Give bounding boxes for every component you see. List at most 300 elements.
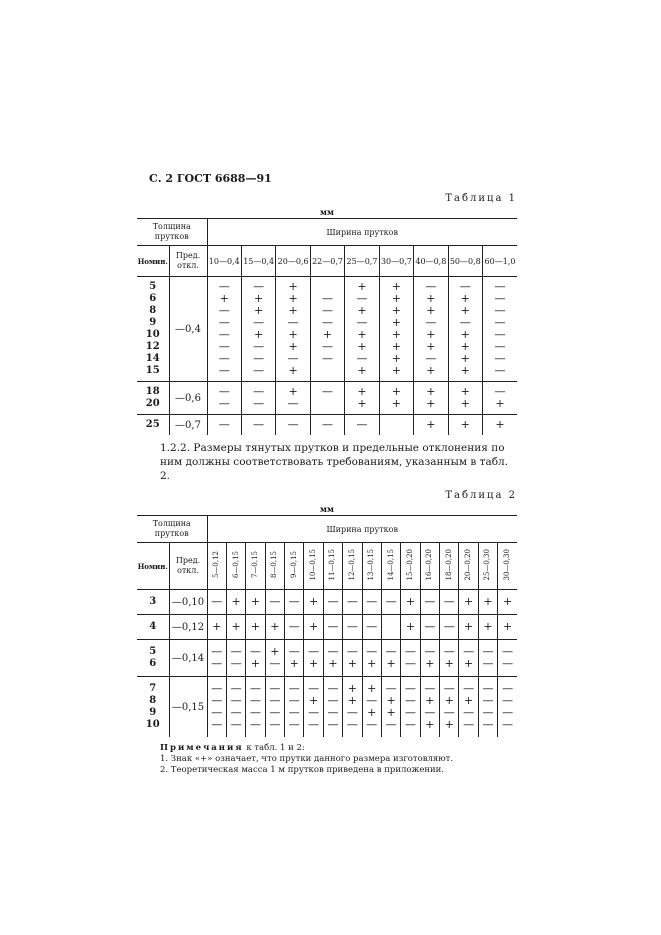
width-column-label: 9—0,15: [289, 551, 298, 579]
width-column-label: 30—0,7: [380, 256, 412, 266]
availability-sign: —: [424, 706, 436, 719]
availability-cell: [498, 677, 517, 738]
availability-sign: —: [288, 694, 300, 707]
availability-cell: [226, 590, 245, 615]
nominal-value: 10: [145, 329, 160, 340]
availability-sign: —: [288, 682, 300, 695]
availability-cell: [323, 590, 342, 615]
nominal-cell: [137, 615, 169, 640]
availability-sign: +: [460, 328, 470, 341]
availability-cell: [246, 615, 265, 640]
availability-sign: —: [253, 364, 265, 377]
availability-cell: [414, 415, 448, 436]
nominal-value: 9: [149, 317, 157, 328]
availability-sign: —: [218, 364, 230, 377]
nominal-cell: [137, 415, 169, 436]
width-column-header: [246, 543, 265, 590]
availability-sign: +: [460, 340, 470, 353]
availability-sign: +: [391, 292, 402, 305]
availability-sign: +: [391, 340, 402, 353]
availability-sign: —: [253, 385, 265, 398]
availability-sign: +: [391, 280, 402, 293]
availability-sign: —: [218, 304, 230, 317]
availability-sign: —: [327, 706, 339, 719]
availability-sign: +: [250, 657, 261, 670]
availability-sign: —: [482, 718, 494, 731]
availability-sign: +: [391, 397, 402, 410]
availability-cell: [343, 615, 362, 640]
availability-cell: [345, 382, 379, 415]
availability-sign: —: [463, 645, 475, 658]
availability-sign: —: [211, 706, 223, 719]
availability-sign: —: [287, 397, 299, 410]
availability-sign: +: [460, 364, 470, 377]
availability-sign: —: [308, 682, 320, 695]
availability-sign: +: [386, 694, 396, 707]
deviation-cell: —0,12: [169, 615, 207, 640]
width-column-label: 20—0,20: [464, 549, 473, 581]
width-column-header: [265, 543, 284, 590]
availability-sign: —: [385, 718, 397, 731]
availability-sign: —: [322, 385, 334, 398]
availability-sign: —: [249, 682, 261, 695]
availability-sign: —: [424, 682, 436, 695]
availability-cell: [265, 640, 284, 677]
table-row-group: [137, 590, 517, 615]
availability-sign: —: [366, 645, 378, 658]
availability-sign: —: [443, 682, 455, 695]
availability-cell: [310, 382, 344, 415]
availability-sign: —: [502, 645, 514, 658]
subheader-row: [137, 543, 517, 590]
width-column-label: 18—0,20: [444, 549, 453, 581]
availability-sign: —: [327, 694, 339, 707]
availability-cell: [226, 640, 245, 677]
availability-sign: +: [250, 595, 261, 608]
availability-sign: —: [366, 718, 378, 731]
availability-sign: +: [426, 340, 436, 353]
availability-sign: +: [288, 340, 298, 353]
notes: [160, 743, 517, 776]
availability-sign: +: [460, 385, 470, 398]
nominal-value: 8: [149, 305, 157, 316]
availability-cell: [478, 615, 497, 640]
availability-sign: —: [424, 645, 436, 658]
availability-sign: —: [502, 718, 514, 731]
availability-sign: +: [444, 718, 454, 731]
availability-cell: [246, 640, 265, 677]
availability-cell: [379, 382, 413, 415]
availability-sign: —: [494, 316, 506, 329]
availability-sign: —: [482, 682, 494, 695]
width-column-header: [345, 246, 379, 277]
nominal-cell: [137, 277, 169, 382]
availability-sign: —: [230, 718, 242, 731]
availability-sign: —: [463, 682, 475, 695]
nominal-value: 20: [145, 398, 160, 409]
deviation-cell: —0,4: [169, 277, 207, 382]
availability-sign: [311, 365, 344, 377]
width-column-label: 15—0,20: [405, 549, 414, 581]
availability-sign: +: [347, 682, 357, 695]
availability-sign: —: [253, 397, 265, 410]
availability-sign: —: [385, 595, 397, 608]
availability-cell: [207, 382, 241, 415]
availability-sign: —: [269, 682, 281, 695]
notes-title-suffix: к табл. 1 и 2:: [246, 743, 305, 753]
availability-cell: [207, 277, 241, 382]
availability-sign: —: [463, 718, 475, 731]
availability-cell: [207, 415, 241, 436]
availability-sign: —: [327, 620, 339, 633]
width-column-label: 25—0,7: [346, 256, 378, 266]
availability-cell: [304, 615, 323, 640]
availability-sign: +: [386, 657, 396, 670]
availability-sign: —: [327, 645, 339, 658]
width-header: Ширина прутков: [207, 219, 517, 246]
availability-cell: [323, 615, 342, 640]
availability-sign: —: [425, 280, 437, 293]
availability-cell: [310, 277, 344, 382]
width-column-header: [381, 543, 400, 590]
width-column-label: 7—0,15: [250, 551, 259, 579]
availability-sign: —: [211, 718, 223, 731]
availability-sign: —: [287, 316, 299, 329]
availability-cell: [362, 590, 381, 615]
availability-sign: +: [254, 304, 264, 317]
availability-sign: +: [463, 694, 474, 707]
width-column-label: 60—1,0: [484, 256, 516, 266]
availability-cell: [448, 382, 482, 415]
availability-sign: —: [327, 682, 339, 695]
deviation-cell: —0,6: [169, 382, 207, 415]
availability-cell: [440, 615, 459, 640]
availability-cell: [362, 677, 381, 738]
availability-sign: —: [253, 280, 265, 293]
availability-cell: [285, 677, 304, 738]
availability-sign: —: [218, 352, 230, 365]
availability-cell: [414, 277, 448, 382]
availability-cell: [440, 590, 459, 615]
availability-cell: [276, 415, 310, 436]
availability-sign: +: [357, 280, 367, 293]
availability-sign: +: [463, 620, 474, 633]
availability-sign: —: [249, 706, 261, 719]
availability-sign: —: [308, 645, 320, 658]
width-column-header: [310, 246, 344, 277]
availability-sign: +: [460, 418, 470, 431]
availability-sign: —: [425, 352, 437, 365]
availability-sign: —: [211, 682, 223, 695]
availability-sign: +: [391, 316, 402, 329]
availability-sign: —: [249, 694, 261, 707]
availability-cell: [483, 382, 518, 415]
availability-sign: —: [269, 706, 281, 719]
availability-sign: —: [249, 645, 261, 658]
availability-cell: [323, 677, 342, 738]
width-column-label: 16—0,20: [425, 549, 434, 581]
availability-sign: —: [211, 595, 223, 608]
availability-sign: —: [366, 694, 378, 707]
availability-sign: —: [385, 682, 397, 695]
availability-cell: [420, 677, 439, 738]
availability-sign: —: [482, 657, 494, 670]
availability-sign: —: [494, 385, 506, 398]
width-column-header: [285, 543, 304, 590]
availability-sign: +: [391, 352, 402, 365]
availability-cell: [401, 615, 420, 640]
availability-cell: [381, 615, 400, 640]
width-header: Ширина прутков: [207, 516, 517, 543]
width-column-header: [226, 543, 245, 590]
availability-cell: [381, 590, 400, 615]
availability-sign: —: [494, 340, 506, 353]
availability-sign: +: [391, 364, 402, 377]
availability-sign: —: [230, 706, 242, 719]
width-column-label: 30—0,30: [503, 549, 512, 581]
deviation-cell: —0,15: [169, 677, 207, 738]
availability-sign: +: [250, 620, 261, 633]
availability-sign: +: [270, 620, 280, 633]
availability-cell: [323, 640, 342, 677]
width-column-header: [401, 543, 420, 590]
availability-sign: —: [288, 718, 300, 731]
availability-sign: —: [404, 718, 416, 731]
width-column-header: [241, 246, 275, 277]
availability-sign: +: [405, 620, 416, 633]
availability-cell: [459, 615, 478, 640]
availability-sign: +: [367, 682, 377, 695]
availability-sign: +: [357, 385, 367, 398]
availability-cell: [304, 640, 323, 677]
availability-sign: —: [404, 694, 416, 707]
availability-sign: —: [287, 352, 299, 365]
availability-sign: +: [502, 620, 513, 633]
availability-sign: +: [288, 304, 298, 317]
availability-sign: —: [322, 418, 334, 431]
availability-cell: [304, 590, 323, 615]
width-column-label: 20—0,6: [277, 256, 309, 266]
availability-cell: [226, 677, 245, 738]
availability-sign: +: [426, 385, 436, 398]
availability-sign: +: [367, 657, 377, 670]
availability-cell: [285, 615, 304, 640]
thickness-header: Толщина прутков: [137, 219, 207, 246]
availability-cell: [265, 615, 284, 640]
availability-sign: [311, 398, 344, 410]
availability-cell: [241, 277, 275, 382]
availability-cell: [379, 277, 413, 382]
availability-cell: [381, 640, 400, 677]
availability-cell: [345, 277, 379, 382]
availability-cell: [246, 590, 265, 615]
width-column-header: [207, 543, 226, 590]
availability-sign: +: [328, 657, 338, 670]
availability-sign: —: [269, 694, 281, 707]
width-column-label: 10—0,15: [309, 549, 318, 581]
availability-sign: [380, 419, 413, 431]
width-column-header: [343, 543, 362, 590]
availability-sign: —: [482, 706, 494, 719]
availability-cell: [276, 277, 310, 382]
availability-cell: [276, 382, 310, 415]
nominal-cell: [137, 640, 169, 677]
availability-sign: —: [322, 316, 334, 329]
nominal-value: 10: [145, 719, 160, 730]
availability-cell: [343, 677, 362, 738]
availability-sign: +: [270, 645, 280, 658]
availability-sign: —: [230, 694, 242, 707]
availability-sign: +: [347, 694, 357, 707]
width-column-label: 5—0,12: [212, 551, 221, 579]
availability-sign: —: [269, 595, 281, 608]
availability-sign: +: [495, 397, 505, 410]
table-row-group: [137, 677, 517, 738]
availability-sign: +: [391, 328, 402, 341]
availability-sign: +: [288, 385, 298, 398]
availability-sign: —: [253, 316, 265, 329]
availability-cell: [420, 615, 439, 640]
availability-sign: +: [254, 328, 264, 341]
availability-sign: —: [218, 418, 230, 431]
availability-sign: +: [460, 304, 470, 317]
availability-sign: —: [482, 694, 494, 707]
availability-sign: —: [443, 706, 455, 719]
nominal-value: 5: [149, 281, 157, 292]
width-column-header: [483, 246, 518, 277]
availability-cell: [478, 677, 497, 738]
width-column-header: [440, 543, 459, 590]
availability-sign: —: [463, 706, 475, 719]
availability-sign: —: [443, 620, 455, 633]
availability-sign: +: [444, 657, 454, 670]
width-column-label: 8—0,15: [270, 551, 279, 579]
availability-sign: —: [346, 718, 358, 731]
availability-sign: —: [288, 595, 300, 608]
notes-title: Примечания: [160, 743, 244, 753]
availability-sign: —: [366, 620, 378, 633]
deviation-cell: —0,14: [169, 640, 207, 677]
availability-sign: +: [357, 328, 367, 341]
availability-cell: [414, 382, 448, 415]
availability-cell: [459, 640, 478, 677]
availability-sign: —: [502, 657, 514, 670]
width-column-header: [414, 246, 448, 277]
page-content: [137, 172, 517, 776]
availability-cell: [478, 640, 497, 677]
availability-sign: —: [249, 718, 261, 731]
availability-sign: +: [426, 364, 436, 377]
availability-cell: [246, 677, 265, 738]
availability-cell: [207, 677, 226, 738]
availability-cell: [304, 677, 323, 738]
nominal-value: 7: [149, 683, 157, 694]
availability-sign: +: [425, 657, 435, 670]
availability-sign: +: [288, 292, 298, 305]
availability-sign: —: [327, 595, 339, 608]
availability-sign: —: [404, 645, 416, 658]
availability-cell: [401, 640, 420, 677]
availability-sign: —: [322, 292, 334, 305]
availability-cell: [459, 677, 478, 738]
availability-sign: —: [322, 304, 334, 317]
availability-cell: [440, 640, 459, 677]
availability-sign: +: [463, 657, 474, 670]
availability-sign: +: [231, 595, 241, 608]
width-column-header: [207, 246, 241, 277]
availability-sign: +: [460, 292, 470, 305]
width-column-label: 14—0,15: [386, 549, 395, 581]
availability-cell: [241, 415, 275, 436]
availability-sign: +: [460, 397, 470, 410]
availability-sign: —: [494, 280, 506, 293]
availability-sign: +: [288, 328, 298, 341]
availability-cell: [207, 640, 226, 677]
nominal-value: 18: [145, 386, 160, 397]
availability-sign: +: [426, 304, 436, 317]
availability-sign: +: [347, 657, 357, 670]
availability-sign: —: [494, 364, 506, 377]
availability-sign: —: [218, 328, 230, 341]
availability-cell: [459, 590, 478, 615]
availability-sign: —: [269, 657, 281, 670]
table2-unit: мм: [320, 504, 334, 514]
availability-sign: —: [366, 595, 378, 608]
availability-sign: —: [211, 645, 223, 658]
note-2: 2. Теоретическая масса 1 м прутков приведена в приложении.: [160, 765, 445, 775]
nominal-header: Номин.: [137, 246, 169, 277]
width-column-header: [362, 543, 381, 590]
availability-sign: +: [426, 328, 436, 341]
nominal-value: 6: [149, 293, 157, 304]
availability-sign: +: [357, 304, 367, 317]
nominal-value: 5: [149, 646, 157, 657]
availability-sign: +: [444, 694, 454, 707]
availability-sign: +: [426, 397, 436, 410]
availability-sign: —: [288, 706, 300, 719]
availability-sign: —: [218, 316, 230, 329]
width-column-header: [379, 246, 413, 277]
availability-cell: [226, 615, 245, 640]
availability-cell: [310, 415, 344, 436]
nominal-value: 4: [149, 621, 157, 632]
availability-sign: +: [231, 620, 241, 633]
table2-caption: Таблица 2: [445, 490, 517, 501]
width-column-label: 13—0,15: [367, 549, 376, 581]
availability-cell: [381, 677, 400, 738]
subheader-row: [137, 246, 517, 277]
availability-sign: —: [218, 397, 230, 410]
width-column-label: 22—0,7: [312, 256, 343, 266]
deviation-cell: —0,10: [169, 590, 207, 615]
availability-sign: +: [367, 706, 377, 719]
availability-sign: —: [218, 340, 230, 353]
header-row: [137, 219, 517, 246]
availability-sign: —: [385, 645, 397, 658]
availability-cell: [420, 590, 439, 615]
table-row-group: [137, 640, 517, 677]
width-column-label: 12—0,15: [347, 549, 356, 581]
availability-cell: [265, 677, 284, 738]
availability-cell: [448, 277, 482, 382]
deviation-header: Пред. откл.: [169, 246, 207, 277]
availability-cell: [207, 615, 226, 640]
availability-cell: [440, 677, 459, 738]
availability-sign: —: [424, 620, 436, 633]
width-column-label: 10—0,4: [208, 256, 240, 266]
availability-sign: —: [494, 352, 506, 365]
deviation-header: Пред. откл.: [169, 543, 207, 590]
